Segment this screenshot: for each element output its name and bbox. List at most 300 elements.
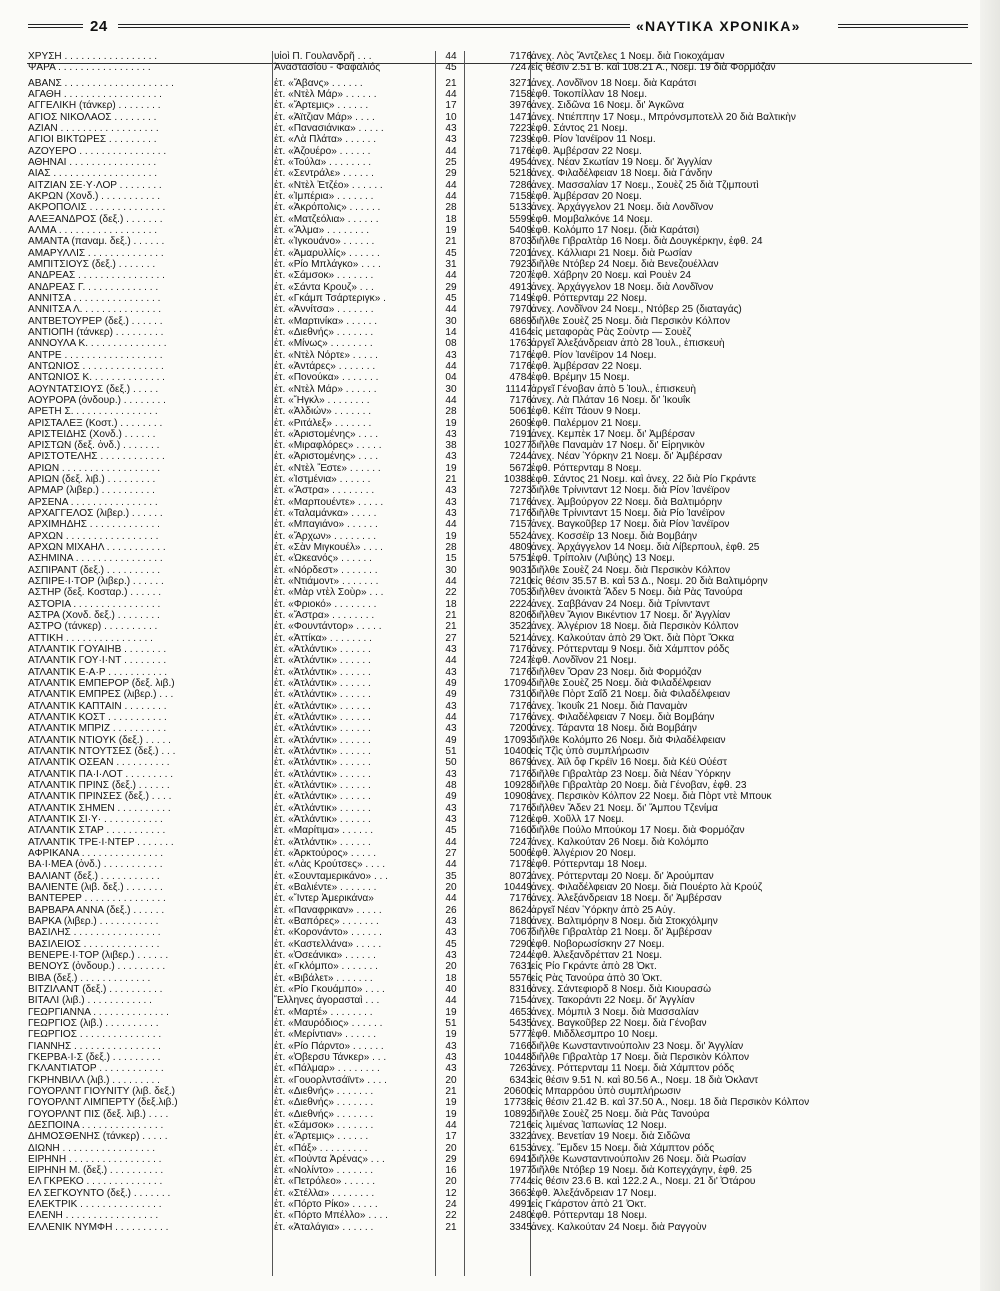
ship-operator: ἑτ. «Καστελλάνα» . . . . . bbox=[274, 938, 382, 950]
ship-tonnage: 7201 bbox=[509, 247, 532, 259]
ship-operator: ἑτ. «Πάλμαρ» . . . . . . . . bbox=[274, 1063, 380, 1075]
table-row bbox=[28, 134, 968, 145]
ship-movement: διῆλθε Σουὲζ 25 Νοεμ. διὰ Ρὰς Τανούρα bbox=[531, 1108, 710, 1120]
ship-name: ΑΙΑΣ . . . . . . . . . . . . . . . . . . . bbox=[28, 168, 158, 180]
ship-age: 43 bbox=[445, 723, 457, 735]
ship-operator: ἑτ. «Διεθνής» . . . . . . . bbox=[274, 1108, 374, 1120]
table-row bbox=[28, 689, 968, 700]
ship-tonnage: 4164 bbox=[509, 326, 532, 338]
ship-operator: ἑτ. «Ἀζουέρο» . . . . . . bbox=[274, 145, 371, 157]
table-row bbox=[28, 418, 968, 429]
ship-operator: ἑτ. «Βιβάλετ» . . . . . . . bbox=[274, 972, 373, 984]
table-row bbox=[28, 984, 968, 995]
ship-movement: εἰς Τζὶς ὑπὸ συμπλήρωσιν bbox=[531, 746, 649, 758]
ship-movements-table bbox=[28, 51, 968, 1233]
ship-movement: ἀνεχ. Κάλλιαρι 21 Νοεμ. διὰ Ρωσίαν bbox=[531, 247, 693, 259]
ship-operator: ἑτ. «Ντὲλ Ἐτζέο» . . . . . . bbox=[274, 179, 383, 191]
ship-name: ΒΑ·Ι·ΜΕΑ (ὀνδ.) . . . . . . . . . . . bbox=[28, 859, 163, 871]
ship-age: 15 bbox=[445, 553, 457, 565]
ship-name: ΒΙΒΑ (δεξ.) . . . . . . . . . . . . . bbox=[28, 972, 151, 984]
ship-movement: διῆλθε Πὸρτ Σαΐδ 21 Νοεμ. διὰ Φιλαδέλφειαν bbox=[531, 689, 731, 701]
ship-tonnage: 7176 bbox=[509, 394, 532, 406]
ship-movement: ἀνεχ. Λὸς Ἄντζελες 1 Νοεμ. διὰ Γιοκοχάμαν bbox=[531, 51, 725, 62]
ship-operator: ἑτ. «Βαλιέντε» . . . . . . . bbox=[274, 881, 377, 893]
table-row bbox=[28, 791, 968, 802]
table-row bbox=[28, 1018, 968, 1029]
table-row bbox=[28, 327, 968, 338]
ship-movement: διῆλθε Παναμὰν 17 Νοεμ. δι' Εἰρηνικὸν bbox=[531, 440, 705, 452]
ship-operator: ἑτ. «Παναφρικαν» . . . . . bbox=[274, 904, 382, 916]
ship-name: ΑΤΛΑΝΤΙΚ ΝΤΙΟΥΚ (δεξ.) . . . . . bbox=[28, 734, 171, 746]
table-row bbox=[28, 1188, 968, 1199]
ship-age: 16 bbox=[445, 1165, 457, 1177]
ship-name: ΕΛΕΚΤΡΙΚ . . . . . . . . . . . . . . . bbox=[28, 1199, 162, 1211]
ship-age: 51 bbox=[445, 746, 457, 758]
ship-age: 43 bbox=[445, 768, 457, 780]
ship-tonnage: 3322 bbox=[509, 1131, 532, 1143]
table-row bbox=[28, 180, 968, 191]
ship-name: ΑΓΙΟΣ ΝΙΚΟΛΑΟΣ . . . . . . . . bbox=[28, 111, 157, 123]
ship-name: ΒΑΡΒΑΡΑ ΑΝΝΑ (δεξ.) . . . . . . bbox=[28, 904, 165, 916]
ship-tonnage: 10449 bbox=[503, 881, 532, 893]
ship-age: 21 bbox=[445, 1085, 457, 1097]
ship-name: ΑΡΧΙΜΗΔΗΣ . . . . . . . . . . . . . bbox=[28, 519, 160, 531]
table-row bbox=[28, 1165, 968, 1176]
ship-age: 43 bbox=[445, 813, 457, 825]
ship-tonnage: 7244 bbox=[509, 451, 532, 463]
ship-age: 45 bbox=[445, 247, 457, 259]
ship-age: 43 bbox=[445, 949, 457, 961]
ship-movement: εἰς θέσιν 23.6 Β. καὶ 122.2 Α., Νοεμ. 21 δι' Ὀτάρου bbox=[531, 1176, 756, 1188]
table-row bbox=[28, 259, 968, 270]
ship-operator: ἑτ. «Μιραφλόρες» . . . . . bbox=[274, 440, 382, 452]
table-row bbox=[28, 825, 968, 836]
ship-tonnage: 7216 bbox=[509, 1119, 532, 1131]
table-row bbox=[28, 848, 968, 859]
ship-movement: ἀνεχ. Λὰ Πλάταν 16 Νοεμ. δι' Ἰκουΐκ bbox=[531, 394, 691, 406]
ship-tonnage: 4991 bbox=[509, 1199, 532, 1211]
ship-name: ΔΗΜΟΣΘΕΝΗΣ (τάνκερ) . . . . . bbox=[28, 1131, 168, 1143]
ship-movement: ἀνεχ. Ἀρχάγγελον 21 Νοεμ. διὰ Λονδῖνον bbox=[531, 202, 714, 214]
ship-age: 20 bbox=[445, 881, 457, 893]
ship-operator: ἑτ. «Ἄβανς» . . . . . . bbox=[274, 77, 363, 89]
ship-tonnage: 5133 bbox=[509, 202, 532, 214]
ship-age: 19 bbox=[445, 1029, 457, 1041]
ship-tonnage: 4913 bbox=[509, 281, 532, 293]
ship-tonnage: 7191 bbox=[509, 428, 532, 440]
ship-operator: ἑτ. «Ἀτλάντικ» . . . . . . bbox=[274, 700, 371, 712]
ship-age: 24 bbox=[445, 1199, 457, 1211]
ship-operator: ἑτ. «Ἀλδιών» . . . . . . . bbox=[274, 406, 371, 418]
ship-tonnage: 10928 bbox=[503, 780, 532, 791]
table-row bbox=[28, 610, 968, 621]
ship-tonnage: 5409 bbox=[509, 224, 532, 236]
ship-operator: ἑτ. «Ἀριστομένης» . . . . bbox=[274, 451, 379, 463]
ship-tonnage: 7176 bbox=[509, 360, 532, 372]
ship-name: ΓΙΑΝΝΗΣ . . . . . . . . . . . . . . . . bbox=[28, 1040, 161, 1052]
ship-operator: ἑτ. «Πούντα Ἀρένας» . . . bbox=[274, 1153, 385, 1165]
ship-operator: ἑτ. «Ἀτλάντικ» . . . . . . bbox=[274, 780, 371, 791]
ship-name: ΑΣΠΙΡΕ·Ι·ΤΟΡ (λιβερ.) . . . . . . bbox=[28, 576, 164, 588]
ship-tonnage: 7290 bbox=[509, 938, 532, 950]
ship-operator: ἑτ. «Φουντάντορ» . . . . . bbox=[274, 621, 382, 633]
ship-movement: ἀνεχ. Ρόττερνταμ 9 Νοεμ. διὰ Χάμπτον ρόδς bbox=[531, 644, 730, 656]
ship-tonnage: 7244 bbox=[509, 949, 532, 961]
table-row bbox=[28, 338, 968, 349]
ship-movement: ἐφθ. Ρόττερνταμ 18 Νοεμ. bbox=[531, 1210, 648, 1222]
table-row bbox=[28, 905, 968, 916]
ship-name: ΑΤΛΑΝΤΙΚ ΓΟΥΑΙΗΒ . . . . . . . . bbox=[28, 644, 167, 656]
ship-age: 20 bbox=[445, 1176, 457, 1188]
ship-operator: ἑτ. «Γκλόμπο» . . . . . . . bbox=[274, 961, 378, 973]
ship-movement: ἀνεχ. Ρόττερνταμ 20 Νοεμ. δι' Ἀρούμπαν bbox=[531, 870, 714, 882]
table-row bbox=[28, 644, 968, 655]
ship-movement: διῆλθε Τρίνινταντ 12 Νοεμ. διὰ Ρίον Ἰανέϊρον bbox=[531, 485, 730, 497]
ship-name: ΑΤΛΑΝΤΙΚ ΚΑΠΤΑΙΝ . . . . . . . . bbox=[28, 700, 167, 712]
ship-movement: ἐφθ. Παλέρμον 21 Νοεμ. bbox=[531, 417, 642, 429]
ship-movement: εἰς Ρὰς Τανούρα ἀπὸ 30 Ὀκτ. bbox=[531, 972, 663, 984]
ship-name: ΑΚΡΩΝ (Χονδ.) . . . . . . . . . . . bbox=[28, 190, 161, 202]
ship-movement: διῆλθε Τρίνινταντ 15 Νοεμ. διὰ Ρίο Ἰανέϊρον bbox=[531, 508, 725, 520]
ship-age: 44 bbox=[445, 893, 457, 905]
ship-movement: διῆλθε Γιβραλτὰρ 16 Νοεμ. διὰ Δουγκέρκην, ἐφθ. 24 bbox=[531, 236, 763, 248]
ship-tonnage: 5061 bbox=[509, 406, 532, 418]
ship-age: 45 bbox=[445, 292, 457, 304]
ship-name: ΓΚΕΡΒΑ·Ι·Σ (δεξ.) . . . . . . . . . bbox=[28, 1051, 161, 1063]
table-row bbox=[28, 384, 968, 395]
table-row bbox=[28, 553, 968, 564]
ship-name: ΒΙΤΑΛΙ (λιβ.) . . . . . . . . . . . . bbox=[28, 995, 152, 1007]
ship-age: 27 bbox=[445, 847, 457, 859]
ship-movement: διῆλθε Πούλο Μπούκομ 17 Νοεμ. διὰ Φορμόζαν bbox=[531, 825, 745, 837]
ship-age: 38 bbox=[445, 440, 457, 452]
ship-age: 31 bbox=[445, 258, 457, 270]
ship-name: ΧΡΥΣΗ . . . . . . . . . . . . . . . . . bbox=[28, 51, 158, 62]
ship-movement: ἐφθ. Κολόμπο 17 Νοεμ. (διὰ Καράτσι) bbox=[531, 224, 700, 236]
ship-movement: ἐφθ. Χάβρην 20 Νοεμ. καὶ Ρουὲν 24 bbox=[531, 270, 691, 282]
ship-name: ΑΝΤΒΕΤΟΥΡΕΡ (δεξ.) . . . . . . bbox=[28, 315, 163, 327]
ship-age: 44 bbox=[445, 145, 457, 157]
table-row bbox=[28, 780, 968, 791]
ship-operator: ἑτ. «Ἀτλάντικ» . . . . . . bbox=[274, 746, 371, 758]
table-row bbox=[28, 746, 968, 757]
page-edge-shadow bbox=[980, 0, 1000, 1291]
ship-tonnage: 3522 bbox=[509, 621, 532, 633]
ship-name: ΑΤΛΑΝΤΙΚ ΕΜΠΕΡΟΡ (δεξ. λιβ.) bbox=[28, 678, 175, 690]
ship-name: ΑΤΛΑΝΤΙΚ ΠΡΙΝΣΕΣ (δεξ.) . . . . bbox=[28, 791, 172, 803]
ship-age: 43 bbox=[445, 1040, 457, 1052]
ship-name: ΑΟΥΝΤΑΤΣΙΟΥΣ (δεξ.) . . . . . bbox=[28, 383, 159, 395]
ship-name: ΑΤΛΑΝΤΙΚ ΜΠΡΙΖ . . . . . . . . . . bbox=[28, 723, 167, 735]
ship-age: 44 bbox=[445, 360, 457, 372]
ship-operator: ἑτ. «Ἀμαρυλλίς» . . . . . . bbox=[274, 247, 380, 259]
table-row bbox=[28, 837, 968, 848]
ship-age: 49 bbox=[445, 791, 457, 803]
ship-operator: ἑτ. «Σάμσοκ» . . . . . . . bbox=[274, 270, 374, 282]
ship-movement: ἀνεχ. Καλκούταν 26 Νοεμ. διὰ Κολόμπο bbox=[531, 836, 709, 848]
ship-movement: ἐφθ. Χοῦλλ 17 Νοεμ. bbox=[531, 813, 625, 825]
ship-name: ΑΤΛΑΝΤΙΚ ΣΙ·Υ· . . . . . . . . . . . bbox=[28, 813, 163, 825]
ship-age: 44 bbox=[445, 836, 457, 848]
table-row bbox=[28, 1109, 968, 1120]
table-row bbox=[28, 236, 968, 247]
ship-operator: ἑτ. «Διεθνής» . . . . . . . bbox=[274, 326, 374, 338]
table-row bbox=[28, 361, 968, 372]
ship-movement: ἀνεχ. Φιλαδέλφειαν 7 Νοεμ. διὰ Βομβάην bbox=[531, 712, 715, 724]
ship-tonnage: 3663 bbox=[509, 1187, 532, 1199]
ship-movement: ἀνεχ. Ἀλεξάνδρειαν 18 Νοεμ. δι' Ἀμβέρσαν bbox=[531, 893, 722, 905]
ship-movement: ἀνεχ. Νέαν Σκωτίαν 19 Νοεμ. δι' Ἀγγλίαν bbox=[531, 156, 713, 168]
ship-operator: Ἕλληνες ἀγορασταὶ . . . bbox=[274, 995, 380, 1007]
ship-movement: ἐφθ. Ἀλγέριον 20 Νοεμ. bbox=[531, 847, 637, 859]
ship-name: ΑΡΙΣΤΩΝ (δεξ. ὀνδ.) . . . . . . . bbox=[28, 440, 160, 452]
ship-age: 43 bbox=[445, 915, 457, 927]
ship-tonnage: 7166 bbox=[509, 1040, 532, 1052]
ship-movement: διῆλθεν ἀνοικτὰ Ἄδεν 5 Νοεμ. διὰ Ρὰς Τανούρα bbox=[531, 587, 743, 599]
ship-tonnage: 7176 bbox=[509, 768, 532, 780]
table-row bbox=[28, 769, 968, 780]
table-row bbox=[28, 62, 968, 73]
table-row bbox=[28, 1210, 968, 1221]
ship-age: 20 bbox=[445, 1142, 457, 1154]
ship-movement: ἐφθ. Βρέμην 15 Νοεμ. bbox=[531, 372, 630, 384]
ship-tonnage: 3271 bbox=[509, 77, 532, 89]
ship-name: ΑΓΓΕΛΙΚΗ (τάνκερ) . . . . . . . . bbox=[28, 100, 161, 112]
ship-operator: ἑτ. «Ἰμπέρια» . . . . . . . bbox=[274, 190, 374, 202]
ship-age: 28 bbox=[445, 542, 457, 554]
ship-tonnage: 7310 bbox=[509, 689, 532, 701]
ship-age: 26 bbox=[445, 904, 457, 916]
ship-age: 43 bbox=[445, 428, 457, 440]
ship-name: ΕΙΡΗΝΗ . . . . . . . . . . . . . . . . . bbox=[28, 1153, 162, 1165]
ship-name: ΑΤΛΑΝΤΙΚ ΠΡΙΝΣ (δεξ.) . . . . . . bbox=[28, 780, 170, 791]
ship-name: ΑΝΝΟΥΛΑ Κ. . . . . . . . . . . . . . . bbox=[28, 338, 167, 350]
ship-name: ΑΚΡΟΠΟΛΙΣ . . . . . . . . . . . . . . bbox=[28, 202, 166, 214]
ship-movement: διῆλθε Κωνσταντινούπολιν 23 Νοεμ. δι' Ἀγγλίαν bbox=[531, 1040, 744, 1052]
table-row bbox=[28, 1007, 968, 1018]
table-row bbox=[28, 576, 968, 587]
ship-tonnage: 10908 bbox=[503, 791, 532, 803]
ship-operator: ἑτ. «Ἥγκλ» . . . . . . . . bbox=[274, 394, 370, 406]
ship-age: 44 bbox=[445, 995, 457, 1007]
ship-name: ΒΑΣΙΛΕΙΟΣ . . . . . . . . . . . . . . bbox=[28, 938, 160, 950]
ship-name: ΑΝΝΙΤΣΑ . . . . . . . . . . . . . . . . bbox=[28, 292, 161, 304]
ship-movement: ἐφθ. Ρόττερνταμ 8 Νοεμ. bbox=[531, 462, 642, 474]
ship-age: 43 bbox=[445, 927, 457, 939]
table-row bbox=[28, 701, 968, 712]
ship-tonnage: 5006 bbox=[509, 847, 532, 859]
ship-age: 44 bbox=[445, 712, 457, 724]
ship-operator: ἑτ. «Μὰρ ντὲλ Σοὺρ» . . . bbox=[274, 587, 384, 599]
table-row bbox=[28, 950, 968, 961]
ship-name: ΑΣΤΗΡ (δεξ. Κοσταρ.) . . . . . . bbox=[28, 587, 162, 599]
table-row bbox=[28, 1097, 968, 1108]
ship-movement: ἐφθ. Ἀλεξανδρέτταν 21 Νοεμ. bbox=[531, 949, 663, 961]
ship-tonnage: 5599 bbox=[509, 213, 532, 225]
ship-name: ΑΤΛΑΝΤΙΚ ΠΑ·Ι·ΛΟΤ . . . . . . . . . bbox=[28, 768, 174, 780]
ship-name: ΓΚΡΗΝΒΙΛΛ (λιβ.) . . . . . . . . . bbox=[28, 1074, 160, 1086]
ship-operator: ἑτ. «Ἀρκτούρος» . . . . . bbox=[274, 847, 377, 859]
ship-name: ΑΓΑΘΗ . . . . . . . . . . . . . . . . . . bbox=[28, 88, 162, 100]
ship-operator: ἑτ. «Ἀτλάντικ» . . . . . . bbox=[274, 791, 371, 803]
ship-operator: ἑτ. «Λὰ Πλάτα» . . . . . . bbox=[274, 134, 377, 146]
ship-operator: ἑτ. «Πετρόλεο» . . . . . . bbox=[274, 1176, 376, 1188]
ship-tonnage: 7247 bbox=[509, 655, 532, 667]
ship-tonnage: 4653 bbox=[509, 1006, 532, 1018]
ship-name: ΒΑΛΙΕΝΤΕ (λιβ. δεξ.) . . . . . . . bbox=[28, 881, 163, 893]
ship-operator: ἑτ. «Βαπόρες» . . . . . . . bbox=[274, 915, 379, 927]
ship-tonnage: 7176 bbox=[509, 666, 532, 678]
ship-age: 43 bbox=[445, 802, 457, 814]
ship-age: 48 bbox=[445, 780, 457, 791]
ship-tonnage: 7157 bbox=[509, 519, 532, 531]
ship-movement: διῆλθε Γιβραλτὰρ 20 Νοεμ. διὰ Γένοβαν, ἐφθ. 23 bbox=[531, 780, 747, 791]
ship-operator: ἑτ. «Ταλαμάνκα» . . . . . bbox=[274, 508, 377, 520]
ship-tonnage: 7744 bbox=[509, 1176, 532, 1188]
ship-operator: ἑτ. «Διεθνής» . . . . . . . bbox=[274, 1097, 374, 1109]
ship-tonnage: 7149 bbox=[509, 292, 532, 304]
ship-age: 51 bbox=[445, 1017, 457, 1029]
table-row bbox=[28, 1120, 968, 1131]
ship-movement: ἐφθ. Ἀμβέρσαν 22 Νοεμ. bbox=[531, 360, 642, 372]
ship-name: ΑΡΜΑΡ (λιβερ.) . . . . . . . . . . bbox=[28, 485, 155, 497]
ship-name: ΑΣΤΡΑ (Χονδ. δεξ.) . . . . . . . . bbox=[28, 610, 160, 622]
ship-operator: ἑτ. «Ἀτλάντικ» . . . . . . bbox=[274, 802, 371, 814]
ship-tonnage: 17738 bbox=[503, 1097, 532, 1109]
ship-name: ΒΕΝΕΡΕ·Ι·ΤΟΡ (λιβερ.) . . . . . . bbox=[28, 949, 169, 961]
ship-age: 21 bbox=[445, 474, 457, 486]
ship-movement: ἐφθ. Λονδῖνον 21 Νοεμ. bbox=[531, 655, 637, 667]
ship-movement: εἰς θέσιν 35.57 Β. καὶ 53 Δ., Νοεμ. 20 διὰ Βαλτιμόρην bbox=[531, 576, 768, 588]
table-row bbox=[28, 316, 968, 327]
ship-movement: ἀνεχ. Λονδῖνον 18 Νοεμ. διὰ Καράτσι bbox=[531, 77, 697, 89]
ship-operator: ἑτ. «Ντὲλ Μάρ» . . . . . . bbox=[274, 88, 377, 100]
table-row bbox=[28, 508, 968, 519]
ship-name: ΑΤΛΑΝΤΙΚ ΟΣΕΑΝ . . . . . . . . . . bbox=[28, 757, 170, 769]
ship-age: 35 bbox=[445, 870, 457, 882]
ship-operator: ἑτ. «Πόρτο Μπέλλο» . . . . bbox=[274, 1210, 388, 1222]
ship-tonnage: 2609 bbox=[509, 417, 532, 429]
ship-tonnage: 7970 bbox=[509, 304, 532, 316]
ship-tonnage: 3976 bbox=[509, 100, 532, 112]
ship-movement: ἐφθ. Ρίον Ἰανέϊρον 14 Νοεμ. bbox=[531, 349, 657, 361]
newspaper-title: «ΝΑΥΤΙΚΑ ΧΡΟΝΙΚΑ» bbox=[636, 18, 801, 34]
ship-operator: ἑτ. «Ὀβερσυ Τάνκερ» . . . bbox=[274, 1051, 387, 1063]
table-row bbox=[28, 599, 968, 610]
table-row bbox=[28, 712, 968, 723]
table-row bbox=[28, 542, 968, 553]
ship-name: ΔΕΣΠΟΙΝΑ . . . . . . . . . . . . . . . bbox=[28, 1119, 164, 1131]
table-row bbox=[28, 112, 968, 123]
ship-operator: ἑτ. «Σὰν Μιγκουέλ» . . . . bbox=[274, 542, 383, 554]
table-row bbox=[28, 463, 968, 474]
ship-tonnage: 7923 bbox=[509, 258, 532, 270]
ship-movement: διῆλθε Σουὲζ 25 Νοεμ. διὰ Περσικὸν Κόλπον bbox=[531, 315, 731, 327]
ship-operator: ἑτ. «Ντιάμοντ» . . . . . . . bbox=[274, 576, 379, 588]
table-row bbox=[28, 146, 968, 157]
ship-operator: ἑτ. «Ἀταλάγια» . . . . . . bbox=[274, 1221, 374, 1233]
ship-tonnage: 7176 bbox=[509, 145, 532, 157]
ship-operator: ἑτ. «Ἄλμα» . . . . . . . . bbox=[274, 224, 370, 236]
ship-name: ΑΤΛΑΝΤΙΚ ΚΟΣΤ . . . . . . . . . . . bbox=[28, 712, 167, 724]
table-row bbox=[28, 893, 968, 904]
ship-name: ΑΡΣΕΝΑ . . . . . . . . . . . . . . . . bbox=[28, 496, 158, 508]
ship-tonnage: 7286 bbox=[509, 179, 532, 191]
ship-name: ΑΤΛΑΝΤΙΚ ΝΤΟΥΤΣΕΣ (δεξ.) . . . bbox=[28, 746, 176, 758]
table-row bbox=[28, 587, 968, 598]
ship-operator: ἑτ. «Πόρτο Ρίκο» . . . . . bbox=[274, 1199, 378, 1211]
ship-movement: ἀνεχ. Φιλαδέλφειαν 18 Νοεμ. διὰ Γάνδην bbox=[531, 168, 713, 180]
table-row bbox=[28, 633, 968, 644]
ship-tonnage: 9031 bbox=[509, 564, 532, 576]
ship-name: ΕΛ ΓΚΡΕΚΟ . . . . . . . . . . . . . . bbox=[28, 1176, 163, 1188]
table-row bbox=[28, 89, 968, 100]
ship-tonnage: 8624 bbox=[509, 904, 532, 916]
table-row bbox=[28, 497, 968, 508]
ship-movement: ἐφθ. Ἀμβέρσαν 22 Νοεμ. bbox=[531, 145, 642, 157]
ship-name: ΑΣΤΟΡΙΑ . . . . . . . . . . . . . . . . bbox=[28, 598, 161, 610]
ship-movement: ἀνεχ. Βενετίαν 19 Νοεμ. διὰ Σιδῶνα bbox=[531, 1131, 691, 1143]
header-rule-middle bbox=[118, 24, 630, 28]
ship-operator: ἑτ. «Κορονάντο» . . . . . . bbox=[274, 927, 382, 939]
ship-age: 22 bbox=[445, 1210, 457, 1222]
ship-name: ΑΜΑΝΤΑ (παναμ. δεξ.) . . . . . . bbox=[28, 236, 165, 248]
ship-operator: ἑτ. «Ἰγκουάνο» . . . . . . bbox=[274, 236, 375, 248]
ship-name: ΑΝΤΙΟΠΗ (τάνκερ) . . . . . . . . . bbox=[28, 326, 164, 338]
ship-tonnage: 5218 bbox=[509, 168, 532, 180]
ship-name: ΑΤΛΑΝΤΙΚ Ε·Α·Ρ . . . . . . . . . . . bbox=[28, 666, 168, 678]
table-row bbox=[28, 1041, 968, 1052]
ship-operator: ἑτ. «Ὀσεάνικα» . . . . . . bbox=[274, 949, 376, 961]
ship-operator: ἑτ. «Ἀτλάντικ» . . . . . . bbox=[274, 836, 371, 848]
ship-tonnage: 5576 bbox=[509, 972, 532, 984]
header-rule-right bbox=[838, 24, 968, 28]
table-row bbox=[28, 304, 968, 315]
ship-tonnage: 2224 bbox=[509, 598, 532, 610]
ship-age: 25 bbox=[445, 156, 457, 168]
ship-name: ΕΛΕΝΗ . . . . . . . . . . . . . . . . . bbox=[28, 1210, 159, 1222]
ship-movement: εἰς θέσιν 9.51 Ν. καὶ 80.56 Α., Νοεμ. 18 διὰ Ὀκλαντ bbox=[531, 1074, 759, 1086]
table-row bbox=[28, 995, 968, 1006]
ship-tonnage: 8206 bbox=[509, 610, 532, 622]
ship-age: 43 bbox=[445, 1063, 457, 1075]
ship-age: 22 bbox=[445, 587, 457, 599]
ship-movement: ἀργεῖ Ἀλεξάνδρειαν ἀπὸ 28 Ἰουλ., ἐπισκευὴ bbox=[531, 338, 725, 350]
ship-operator: ἑτ. «Σουνταμερικάνο» . . . bbox=[274, 870, 388, 882]
ship-tonnage: 8679 bbox=[509, 757, 532, 769]
ship-operator: ἑτ. «Ντὲλ Μάρ» . . . . . . bbox=[274, 383, 377, 395]
table-row bbox=[28, 667, 968, 678]
ship-name: ΑΝΝΙΤΣΑ Λ. . . . . . . . . . . . . . . bbox=[28, 304, 162, 316]
ship-operator: ἑτ. «Ἀννίτσα» . . . . . . . bbox=[274, 304, 374, 316]
ship-movement: ἀνεχ. Σάντεφιορδ 8 Νοεμ. διὰ Κιουρασὼ bbox=[531, 983, 712, 995]
ship-operator: ἑτ. «Ρίο Μπλάγκο» . . . . bbox=[274, 258, 381, 270]
ship-operator: ἑτ. «Λὰς Κρούτσες» . . . . bbox=[274, 859, 386, 871]
ship-tonnage: 2480 bbox=[509, 1210, 532, 1222]
ship-age: 43 bbox=[445, 644, 457, 656]
table-row bbox=[28, 485, 968, 496]
ship-movement: ἐφθ. Τοκοπίλλαν 18 Νοεμ. bbox=[531, 88, 648, 100]
ship-operator: ἑτ. «Ρίο Γκουάμπο» . . . . bbox=[274, 983, 385, 995]
ship-name: ΑΤΤΙΚΗ . . . . . . . . . . . . . . . . bbox=[28, 632, 153, 644]
ship-tonnage: 10400 bbox=[503, 746, 532, 758]
ship-tonnage: 5214 bbox=[509, 632, 532, 644]
ship-tonnage: 6869 bbox=[509, 315, 532, 327]
ship-tonnage: 7154 bbox=[509, 995, 532, 1007]
table-row bbox=[28, 350, 968, 361]
ship-operator: ἑτ. «Διεθνής» . . . . . . . bbox=[274, 1085, 374, 1097]
ship-movement: ἀνεχ. Κεμπὲκ 17 Νοεμ. δι' Ἀμβέρσαν bbox=[531, 428, 695, 440]
